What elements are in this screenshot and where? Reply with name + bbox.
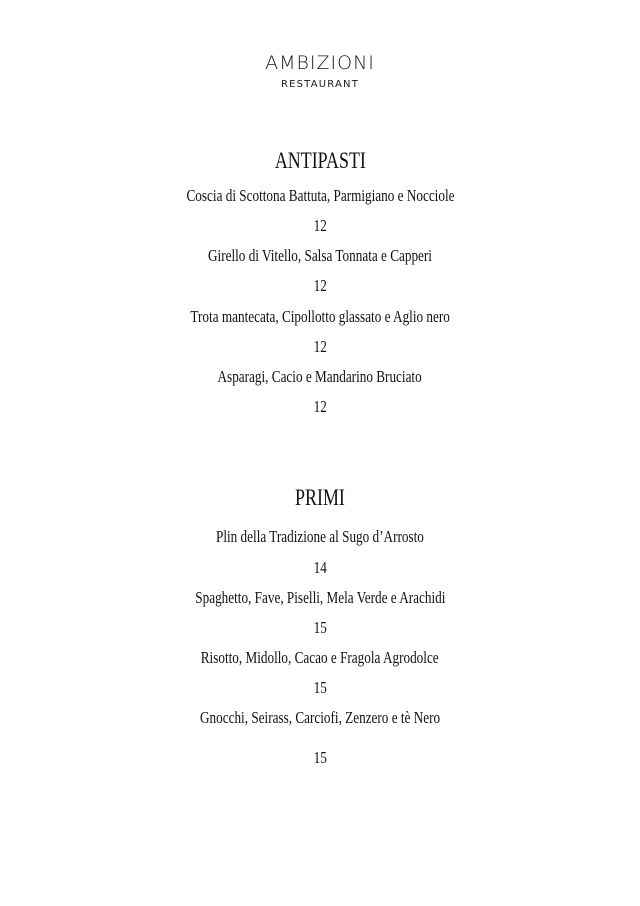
section-title (0, 485, 640, 511)
menu-item-name (0, 307, 640, 327)
menu-item-name (0, 246, 640, 266)
menu-item-name (0, 527, 640, 547)
item-name-text: Asparagi, Cacio e Mandarino Bruciato (217, 367, 423, 386)
item-price-text: 12 (313, 337, 327, 356)
menu-item-price (0, 216, 640, 236)
menu-item-price (0, 618, 640, 638)
item-name-text: Coscia di Scottona Battuta, Parmigiano e Nocciole (186, 186, 454, 205)
item-price-text: 12 (313, 216, 327, 235)
item-name-text: Gnocchi, Seirass, Carciofi, Zenzero e tè Nero (199, 708, 441, 727)
restaurant-logo-subtitle: RESTAURANT (280, 79, 360, 90)
item-name-text: Girello di Vitello, Salsa Tonnata e Capperi (207, 246, 432, 265)
menu-item-name (0, 186, 640, 206)
menu-item-price (0, 337, 640, 357)
section-title-text: PRIMI (295, 485, 345, 510)
menu-item-price (0, 397, 640, 417)
item-price-text: 15 (313, 678, 327, 697)
item-price-text: 15 (313, 618, 327, 637)
item-price-text: 12 (313, 276, 327, 295)
section-title-text: ANTIPASTI (274, 148, 366, 173)
menu-item-price (0, 678, 640, 698)
item-price-text: 14 (313, 558, 327, 577)
item-price-text: 12 (313, 397, 327, 416)
restaurant-logo: AMBIZIONI (265, 52, 375, 74)
item-name-text: Plin della Tradizione al Sugo d’Arrosto (216, 527, 424, 546)
menu-item-name (0, 648, 640, 668)
item-name-text: Risotto, Midollo, Cacao e Fragola Agrodolce (201, 648, 439, 667)
menu-item-price (0, 276, 640, 296)
item-name-text: Spaghetto, Fave, Piselli, Mela Verde e Arachidi (194, 588, 446, 607)
section-title (0, 148, 640, 174)
menu-item-name (0, 367, 640, 387)
item-name-text: Trota mantecata, Cipollotto glassato e Aglio nero (190, 307, 450, 326)
menu-item-name (0, 708, 640, 728)
menu-item-price (0, 558, 640, 578)
menu-item-price (0, 748, 640, 768)
item-price-text: 15 (313, 748, 327, 767)
menu-item-name (0, 588, 640, 608)
